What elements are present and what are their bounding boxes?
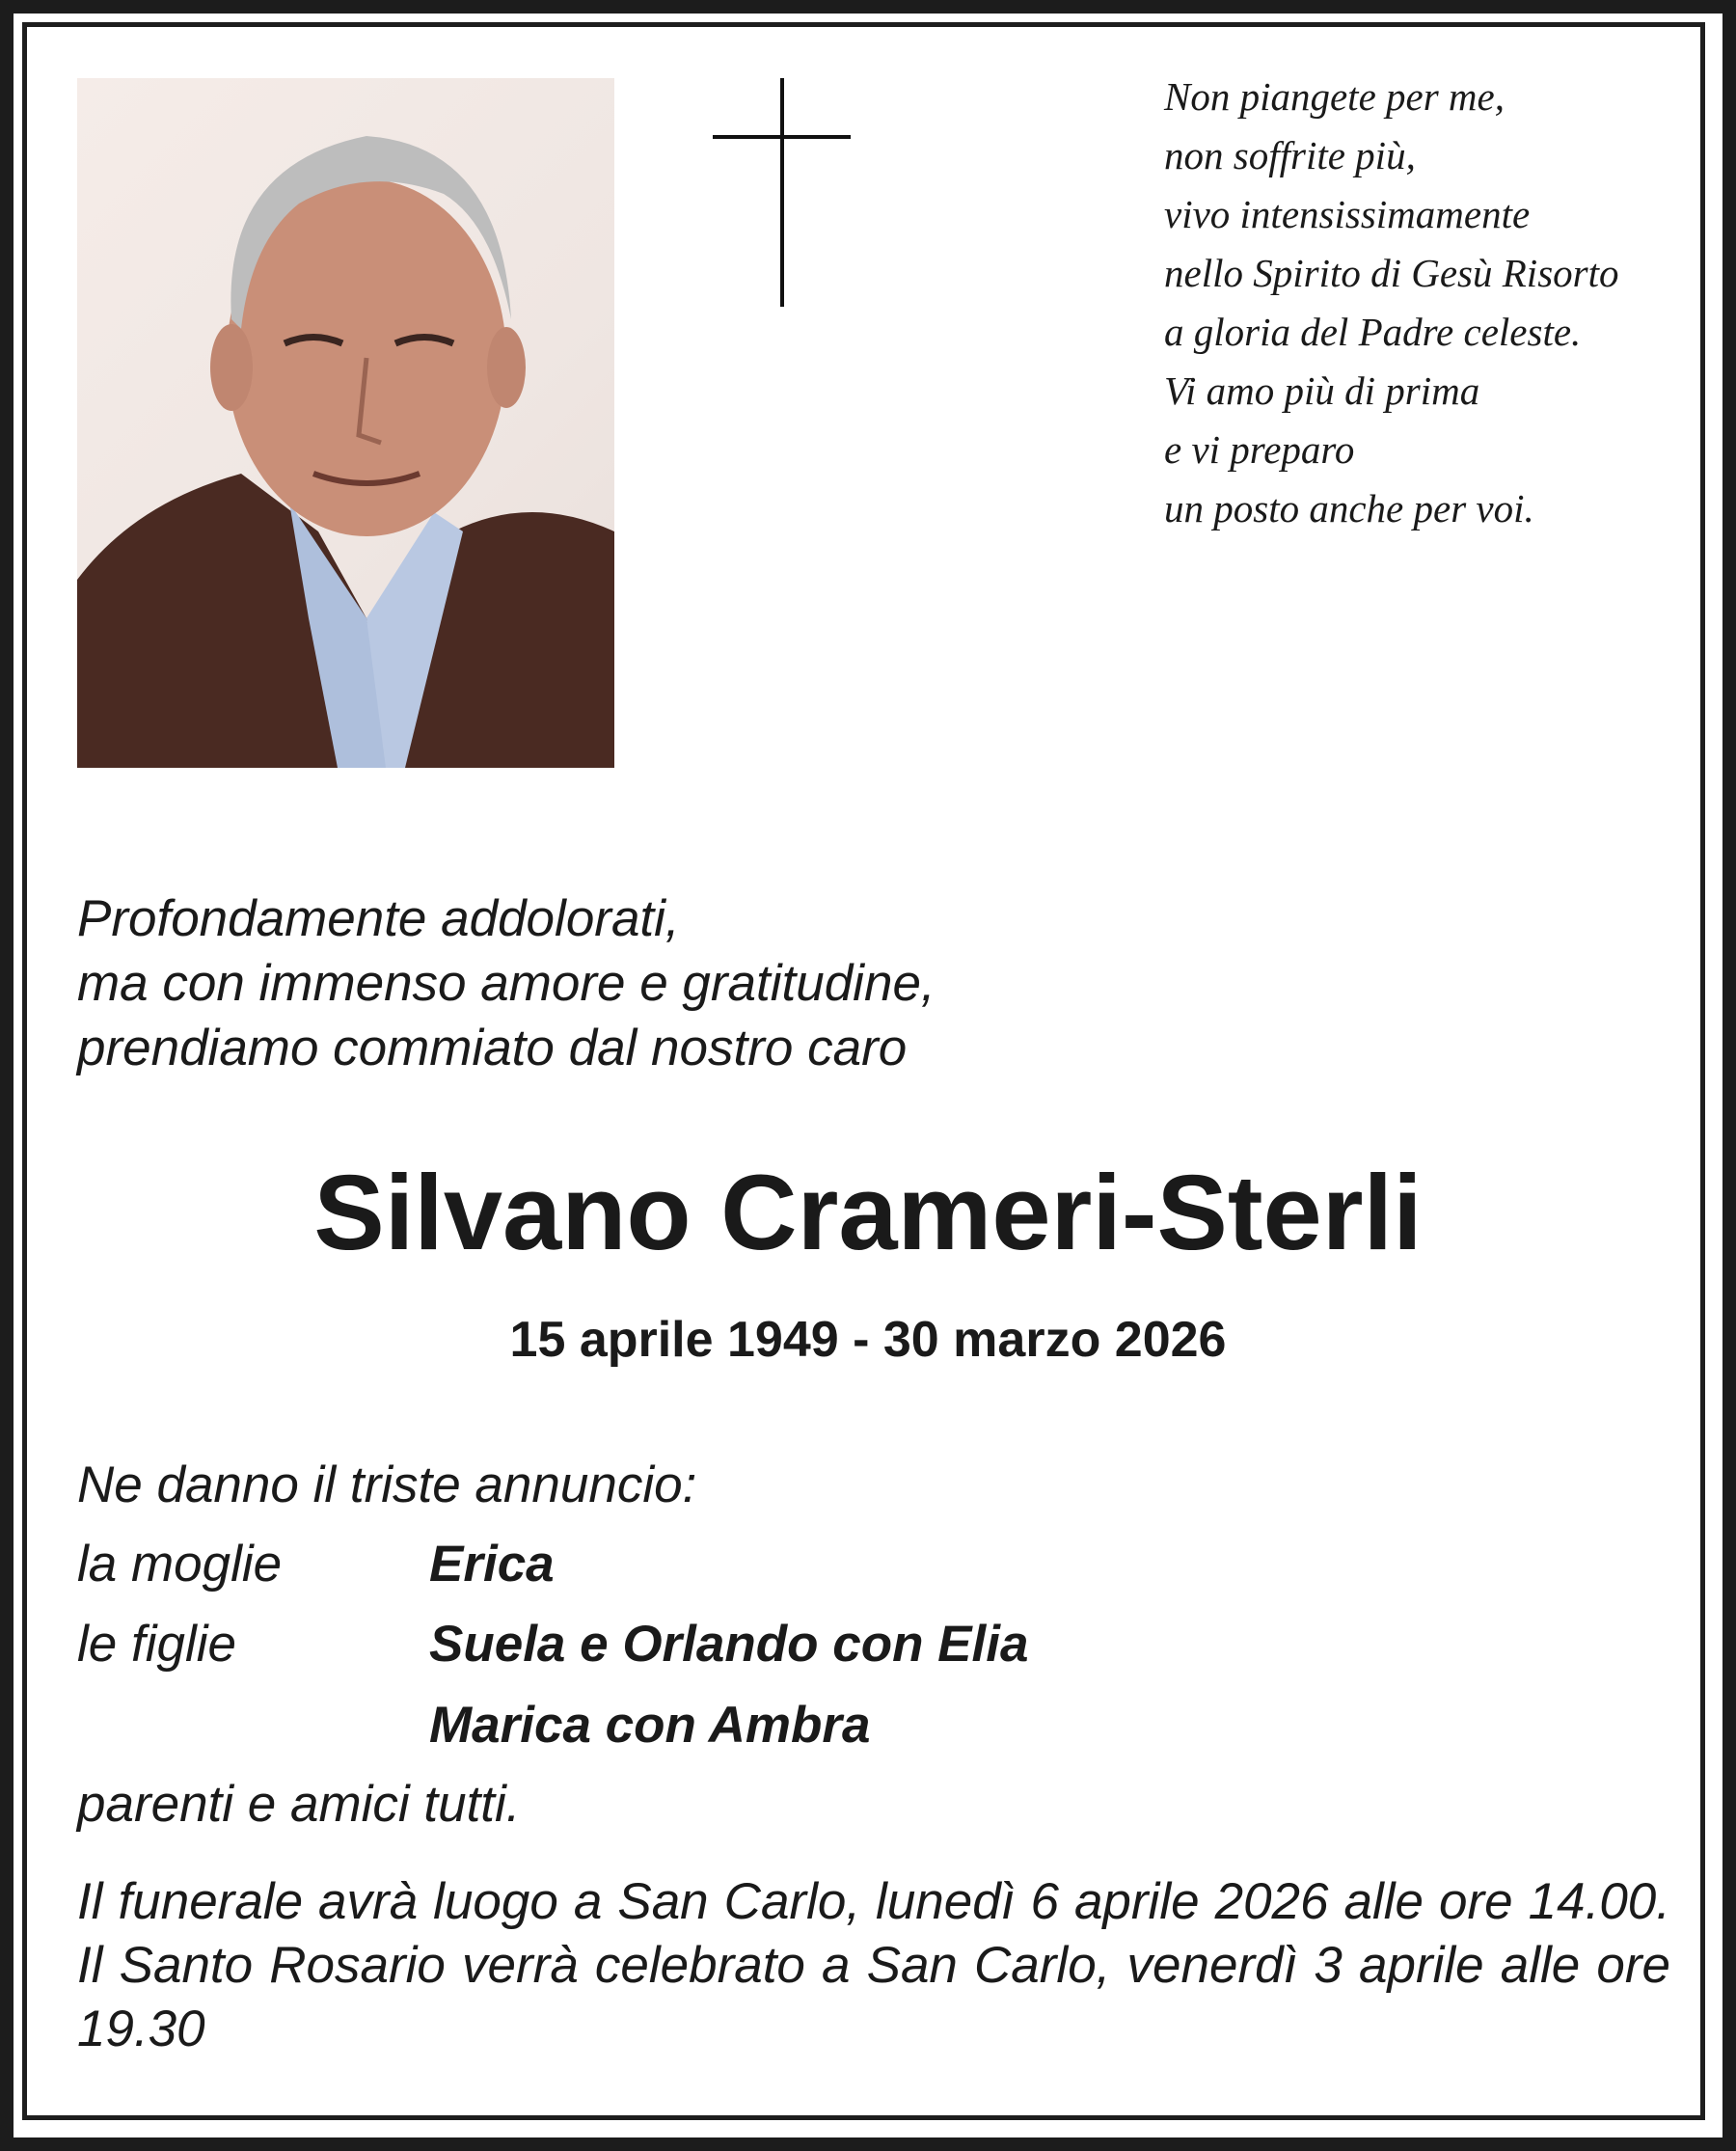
portrait-photo <box>77 78 614 768</box>
poem <box>1164 68 1619 538</box>
poem-line: vivo intensissimamente <box>1164 192 1531 236</box>
relation-label: la moglie <box>77 1536 283 1593</box>
poem-line: un posto anche per voi. <box>1164 486 1534 531</box>
intro-line: prendiamo commiato dal nostro caro <box>77 1020 908 1076</box>
poem-line: e vi preparo <box>1164 427 1355 472</box>
poem-line: Vi amo più di prima <box>1164 368 1480 413</box>
relation-label: le figlie <box>77 1616 236 1673</box>
family-names: Erica <box>429 1536 555 1593</box>
family-names: Suela e Orlando con Elia <box>429 1616 1029 1673</box>
poem-line: non soffrite più, <box>1164 133 1416 177</box>
poem-line: nello Spirito di Gesù Risorto <box>1164 251 1619 295</box>
intro-line: ma con immenso amore e gratitudine, <box>77 955 936 1012</box>
cross-icon-bar <box>713 135 851 139</box>
life-dates: 15 aprile 1949 - 30 marzo 2026 <box>509 1312 1227 1368</box>
poem-line: a gloria del Padre celeste. <box>1164 310 1582 354</box>
family-names: Marica con Ambra <box>429 1697 871 1754</box>
deceased-name: Silvano Crameri-Sterli <box>313 1154 1423 1272</box>
poem-line: Non piangete per me, <box>1164 74 1505 119</box>
obituary-notice <box>14 14 1722 2137</box>
closing-line: parenti e amici tutti. <box>77 1776 521 1833</box>
cross-icon <box>780 78 784 307</box>
announcement-heading: Ne danno il triste annuncio: <box>77 1457 697 1513</box>
intro-text <box>77 886 936 1080</box>
funeral-details: Il funerale avrà luogo a San Carlo, lunedì 6 aprile 2026 alle ore 14.00. Il Santo Rosario verrà celebrato a San Carlo, venerdì 3 aprile alle ore 19.30 <box>77 1873 1670 2057</box>
intro-line: Profondamente addolorati, <box>77 890 680 947</box>
